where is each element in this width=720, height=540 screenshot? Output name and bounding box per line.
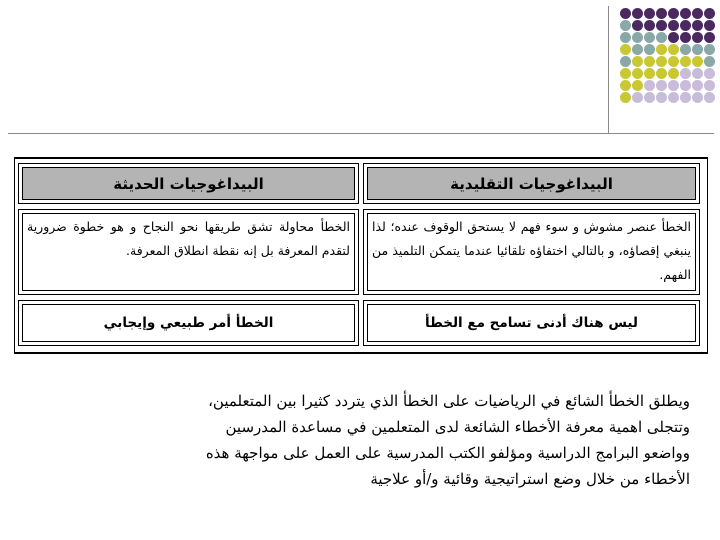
- decor-dot: [656, 92, 667, 103]
- decor-dot: [704, 8, 715, 19]
- decor-dot: [632, 8, 643, 19]
- decor-dot: [656, 8, 667, 19]
- decor-dot: [692, 80, 703, 91]
- decor-dot: [644, 92, 655, 103]
- decor-dot: [692, 56, 703, 67]
- paragraph-line: وتتجلى اهمية معرفة الأخطاء الشائعة لدى المتعلمين في مساعدة المدرسين: [225, 418, 690, 436]
- conclusion-traditional-pedagogies: ليس هناك أدنى تسامح مع الخطأ: [367, 304, 696, 342]
- decor-dot: [632, 80, 643, 91]
- decor-dot: [656, 80, 667, 91]
- decor-dot: [668, 44, 679, 55]
- decor-dot: [668, 56, 679, 67]
- decor-dot: [692, 92, 703, 103]
- decor-dot: [644, 32, 655, 43]
- decor-dot: [644, 80, 655, 91]
- divider-horizontal: [8, 133, 714, 134]
- decor-dot: [620, 8, 631, 19]
- decorative-dot-pattern: [620, 8, 716, 120]
- paragraph-line: وواضعو البرامج الدراسية ومؤلفو الكتب المدرسية على العمل على مواجهة هذه: [205, 444, 690, 462]
- decor-dot: [668, 80, 679, 91]
- decor-dot: [704, 44, 715, 55]
- decor-dot: [644, 68, 655, 79]
- header-modern-pedagogies: البيداغوجيات الحديثة: [22, 167, 355, 200]
- decor-dot: [620, 20, 631, 31]
- decor-dot: [632, 56, 643, 67]
- decor-dot: [668, 92, 679, 103]
- decor-dot: [632, 68, 643, 79]
- decor-dot: [692, 20, 703, 31]
- divider-vertical: [608, 6, 609, 134]
- decor-dot: [704, 20, 715, 31]
- decor-dot: [620, 80, 631, 91]
- decor-dot: [632, 32, 643, 43]
- paragraph-line: ويطلق الخطأ الشائع في الرياضيات على الخطأ الذي يتردد كثيرا بين المتعلمين،: [208, 392, 690, 410]
- decor-dot: [644, 44, 655, 55]
- decor-dot: [620, 32, 631, 43]
- decor-dot: [704, 92, 715, 103]
- decor-dot: [656, 32, 667, 43]
- conclusion-modern-pedagogies: الخطأ أمر طبيعي وإيجابي: [22, 304, 355, 342]
- decor-dot: [668, 32, 679, 43]
- decor-dot: [656, 56, 667, 67]
- decor-dot: [680, 92, 691, 103]
- decor-dot: [620, 68, 631, 79]
- explanatory-paragraph: [70, 388, 690, 492]
- decor-dot: [680, 44, 691, 55]
- decor-dot: [644, 56, 655, 67]
- decor-dot: [620, 92, 631, 103]
- body-traditional-pedagogies: الخطأ عنصر مشوش و سوء فهم لا يستحق الوقوف عنده؛ لذا ينبغي إقصاؤه، و بالتالي اختفاؤه تلقائيا عندما يتمكن التلميذ من الفهم.: [367, 213, 696, 291]
- decor-dot: [692, 8, 703, 19]
- decor-dot: [632, 20, 643, 31]
- decor-dot: [680, 56, 691, 67]
- decor-dot: [680, 8, 691, 19]
- decor-dot: [692, 44, 703, 55]
- decor-dot: [668, 68, 679, 79]
- decor-dot: [668, 20, 679, 31]
- decor-dot: [680, 20, 691, 31]
- decor-dot: [692, 32, 703, 43]
- paragraph-line: الأخطاء من خلال وضع استراتيجية وقائية و/أو علاجية: [370, 470, 690, 488]
- decor-dot: [656, 20, 667, 31]
- decor-dot: [644, 20, 655, 31]
- decor-dot: [704, 68, 715, 79]
- decor-dot: [704, 56, 715, 67]
- decor-dot: [668, 8, 679, 19]
- decor-dot: [632, 44, 643, 55]
- decor-dot: [620, 44, 631, 55]
- decor-dot: [656, 68, 667, 79]
- decor-dot: [680, 32, 691, 43]
- decor-dot: [680, 80, 691, 91]
- decor-dot: [704, 32, 715, 43]
- decor-dot: [632, 92, 643, 103]
- decor-dot: [620, 56, 631, 67]
- decor-dot: [644, 8, 655, 19]
- body-modern-pedagogies: الخطأ محاولة تشق طريقها نحو النجاح و هو خطوة ضرورية لتقدم المعرفة بل إنه نقطة انطلاق المعرفة.: [22, 213, 355, 291]
- decor-dot: [692, 68, 703, 79]
- decor-dot: [704, 80, 715, 91]
- header-traditional-pedagogies: البيداغوجيات التقليدية: [367, 167, 696, 200]
- decor-dot: [680, 68, 691, 79]
- decor-dot: [656, 44, 667, 55]
